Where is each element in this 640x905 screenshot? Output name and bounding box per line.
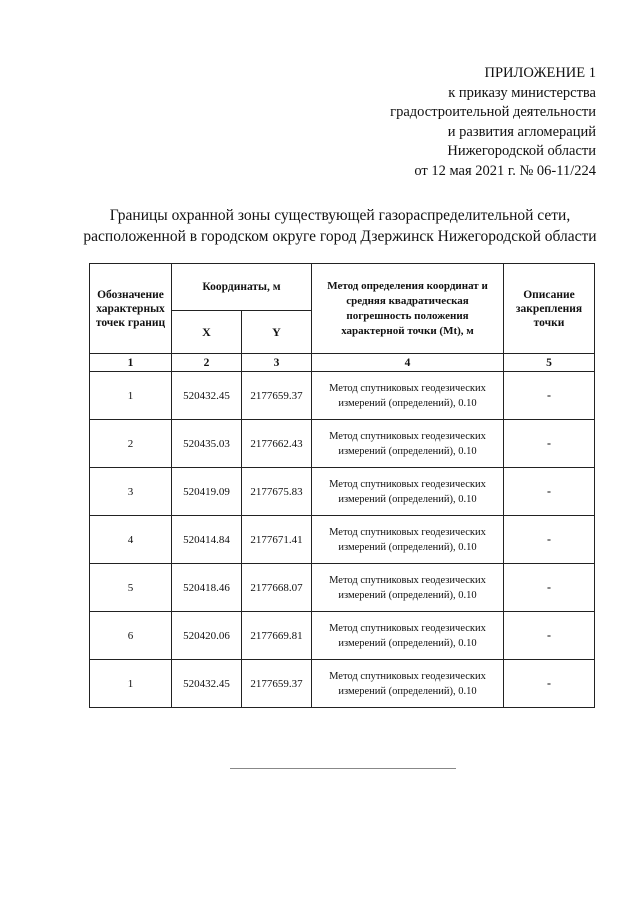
cell-x: 520418.46 bbox=[172, 564, 242, 612]
cell-method-line: Метод спутниковых геодезических bbox=[329, 382, 486, 394]
cell-method bbox=[312, 468, 504, 516]
cell-method bbox=[312, 372, 504, 420]
cell-x: 520420.06 bbox=[172, 612, 242, 660]
header-method-line: погрешность положения bbox=[346, 309, 469, 322]
table-row bbox=[90, 372, 595, 420]
table-row bbox=[90, 420, 595, 468]
appendix-title: ПРИЛОЖЕНИЕ 1 bbox=[484, 65, 596, 81]
cell-description: - bbox=[504, 372, 595, 420]
appendix-header bbox=[276, 64, 596, 181]
cell-method bbox=[312, 420, 504, 468]
header-x: X bbox=[172, 311, 242, 354]
cell-method-line: Метод спутниковых геодезических bbox=[329, 574, 486, 586]
cell-y: 2177659.37 bbox=[242, 372, 312, 420]
appendix-line: градостроительной деятельности bbox=[390, 104, 596, 120]
appendix-line: к приказу министерства bbox=[448, 84, 596, 101]
document-title-line2: расположенной в городском округе город Дзержинск Нижегородской области bbox=[83, 228, 597, 245]
column-number: 1 bbox=[90, 354, 172, 372]
cell-y: 2177675.83 bbox=[242, 468, 312, 516]
cell-method-line: измерений (определений), 0.10 bbox=[338, 397, 477, 409]
cell-x: 520435.03 bbox=[172, 420, 242, 468]
cell-method-line: измерений (определений), 0.10 bbox=[338, 685, 477, 697]
cell-x: 520432.45 bbox=[172, 372, 242, 420]
cell-x: 520414.84 bbox=[172, 516, 242, 564]
appendix-line: Нижегородской области bbox=[447, 143, 596, 159]
cell-description: - bbox=[504, 468, 595, 516]
header-method-line: Метод определения координат и bbox=[327, 279, 488, 292]
footer-divider bbox=[230, 768, 456, 769]
header-y: Y bbox=[242, 311, 312, 354]
cell-description: - bbox=[504, 564, 595, 612]
column-number-row bbox=[90, 354, 595, 372]
cell-method-line: измерений (определений), 0.10 bbox=[338, 541, 477, 553]
header-description: Описание закрепления точки bbox=[504, 264, 595, 354]
cell-method-line: измерений (определений), 0.10 bbox=[338, 445, 477, 457]
table-row bbox=[90, 468, 595, 516]
cell-method-line: измерений (определений), 0.10 bbox=[338, 589, 477, 601]
column-number: 2 bbox=[172, 354, 242, 372]
cell-method bbox=[312, 564, 504, 612]
cell-point: 6 bbox=[90, 612, 172, 660]
header-method-line: средняя квадратическая bbox=[346, 294, 469, 307]
document-title-line1: Границы охранной зоны существующей газораспределительной сети, bbox=[109, 207, 571, 224]
table-row bbox=[90, 660, 595, 708]
header-coordinates: Координаты, м bbox=[172, 264, 312, 311]
header-designation: Обозначение характерных точек границ bbox=[90, 264, 172, 354]
cell-method-line: измерений (определений), 0.10 bbox=[338, 637, 477, 649]
cell-y: 2177668.07 bbox=[242, 564, 312, 612]
cell-description: - bbox=[504, 516, 595, 564]
cell-y: 2177662.43 bbox=[242, 420, 312, 468]
header-method-line: характерной точки (Mt), м bbox=[341, 324, 474, 337]
cell-point: 4 bbox=[90, 516, 172, 564]
cell-point: 1 bbox=[90, 372, 172, 420]
cell-method-line: Метод спутниковых геодезических bbox=[329, 478, 486, 490]
table-row bbox=[90, 612, 595, 660]
cell-method-line: Метод спутниковых геодезических bbox=[329, 526, 486, 538]
cell-method-line: Метод спутниковых геодезических bbox=[329, 670, 486, 682]
cell-point: 2 bbox=[90, 420, 172, 468]
cell-method-line: Метод спутниковых геодезических bbox=[329, 622, 486, 634]
column-number: 3 bbox=[242, 354, 312, 372]
cell-method-line: измерений (определений), 0.10 bbox=[338, 493, 477, 505]
cell-point: 3 bbox=[90, 468, 172, 516]
appendix-line: и развития агломераций bbox=[447, 123, 596, 140]
table-row bbox=[90, 516, 595, 564]
cell-description: - bbox=[504, 612, 595, 660]
cell-method bbox=[312, 612, 504, 660]
boundary-points-table bbox=[89, 263, 595, 708]
column-number: 5 bbox=[504, 354, 595, 372]
cell-method bbox=[312, 516, 504, 564]
cell-method-line: Метод спутниковых геодезических bbox=[329, 430, 486, 442]
cell-method bbox=[312, 660, 504, 708]
document-title bbox=[60, 205, 620, 247]
appendix-date-line: от 12 мая 2021 г. № 06-11/224 bbox=[414, 162, 596, 179]
cell-point: 1 bbox=[90, 660, 172, 708]
header-method bbox=[312, 264, 504, 354]
cell-description: - bbox=[504, 660, 595, 708]
cell-x: 520432.45 bbox=[172, 660, 242, 708]
table-header-row bbox=[90, 264, 595, 311]
cell-y: 2177659.37 bbox=[242, 660, 312, 708]
cell-y: 2177669.81 bbox=[242, 612, 312, 660]
cell-y: 2177671.41 bbox=[242, 516, 312, 564]
cell-x: 520419.09 bbox=[172, 468, 242, 516]
cell-point: 5 bbox=[90, 564, 172, 612]
cell-description: - bbox=[504, 420, 595, 468]
column-number: 4 bbox=[312, 354, 504, 372]
table-row bbox=[90, 564, 595, 612]
